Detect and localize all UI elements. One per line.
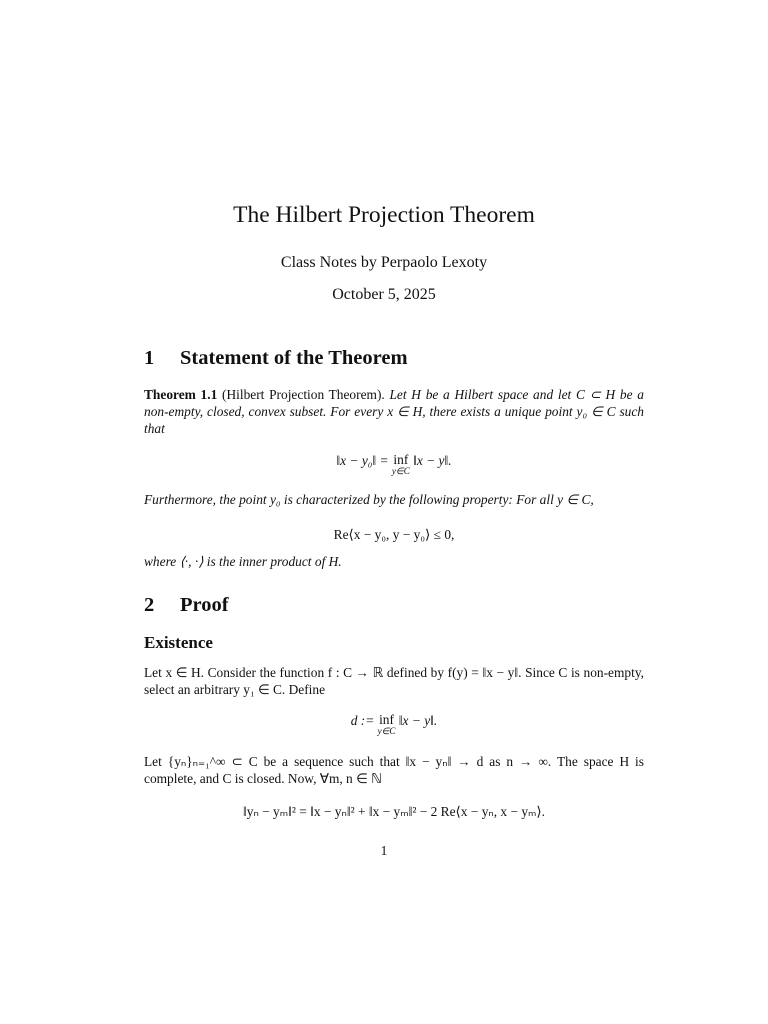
section-number: 2 [144, 594, 155, 616]
eq3-right: ‖x − y‖. [395, 713, 438, 728]
page-number: 1 [380, 843, 388, 858]
section-number: 1 [144, 347, 155, 369]
proof-paragraph-2: Let {yₙ}ₙ₌₁^∞ ⊂ C be a sequence such that ‖x − yₙ‖ → d as n → ∞. The space H is complete, and C is closed. Now, ∀m, n ∈ ℕ [144, 754, 644, 786]
paper-date: October 5, 2025 [332, 286, 436, 303]
eq3-left: d := [350, 713, 378, 728]
where-text: where ⟨·, ·⟩ is the inner product of H. [144, 554, 342, 569]
subsection-existence: Existence [144, 633, 213, 652]
section-1-heading [144, 347, 408, 370]
theorem-block [144, 386, 644, 437]
eq1-right: ‖x − y‖. [409, 453, 452, 468]
eq1-inf: inf y∈C [391, 452, 410, 476]
paper-author: Class Notes by Perpaolo Lexoty [280, 254, 488, 271]
theorem-name: (Hilbert Projection Theorem). [222, 387, 385, 402]
equation-4: ‖yₙ − yₘ‖² = ‖x − yₙ‖² + ‖x − yₘ‖² − 2 Re⟨x − yₙ, x − yₘ⟩. [243, 804, 545, 819]
section-2-heading [144, 594, 229, 617]
theorem-text: Let H be a Hilbert space and let C ⊂ H be a non-empty, closed, convex subset. For every x ∈ H, there exists a unique point y₀ ∈ C such that [144, 387, 644, 436]
section-title: Statement of the Theorem [180, 347, 408, 369]
equation-3 [144, 713, 644, 736]
eq1-left: ‖x − y₀‖ = [336, 453, 392, 468]
theorem-label: Theorem 1.1 [144, 387, 218, 402]
furthermore-text: Furthermore, the point y₀ is characterized by the following property: For all y ∈ C, [144, 492, 594, 507]
equation-2: Re⟨x − y₀, y − y₀⟩ ≤ 0, [333, 527, 455, 542]
eq3-inf: inf y∈C [377, 712, 396, 736]
proof-paragraph-1: Let x ∈ H. Consider the function f : C → ℝ defined by f(y) = ‖x − y‖. Since C is non-empty, select an arbitrary y₁ ∈ C. Define [144, 665, 644, 697]
paper-title: The Hilbert Projection Theorem [233, 202, 535, 228]
section-title: Proof [180, 594, 229, 616]
equation-1 [144, 453, 644, 476]
